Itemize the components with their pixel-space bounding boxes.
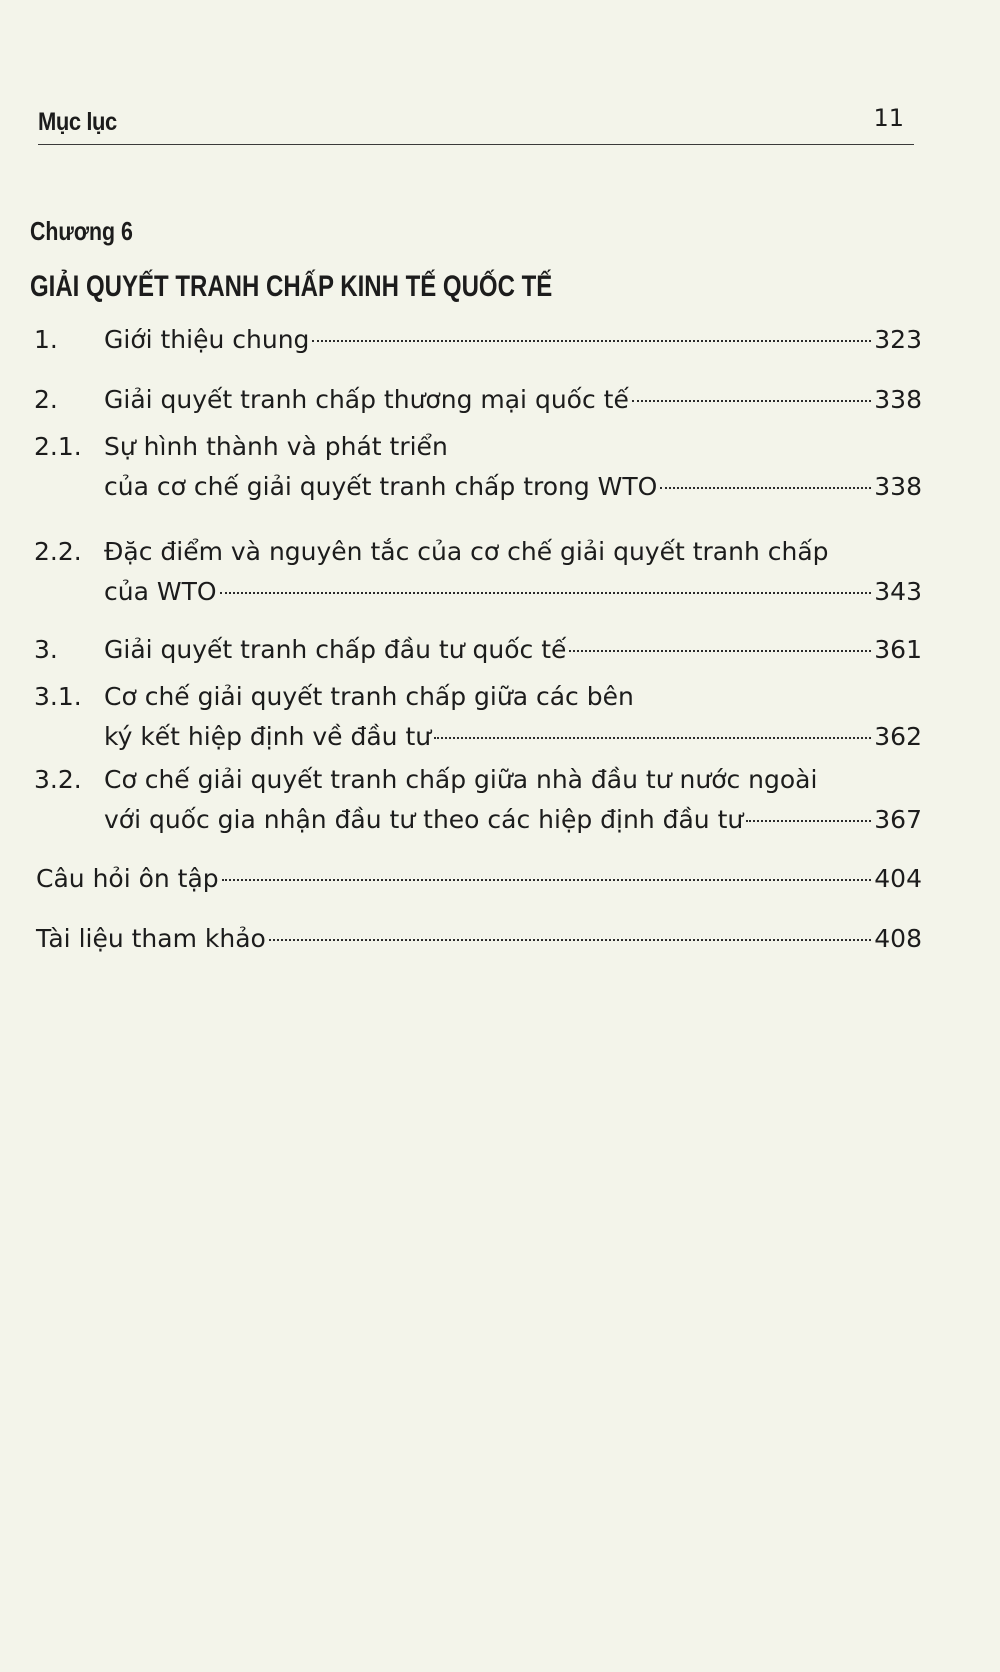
chapter-title: GIẢI QUYẾT TRANH CHẤP KINH TẾ QUỐC TẾ xyxy=(30,270,553,303)
toc-review-questions[interactable] xyxy=(34,859,922,899)
toc-entry-title-line: với quốc gia nhận đầu tư theo các hiệp định đầu tư xyxy=(104,805,744,834)
toc-entry-number: 2.2. xyxy=(34,537,82,566)
toc-entry-1[interactable] xyxy=(34,320,922,360)
toc-entry-3-2[interactable] xyxy=(34,760,922,840)
running-header xyxy=(38,104,914,145)
toc-entry-page: 404 xyxy=(874,864,922,893)
toc-entry-3-1[interactable] xyxy=(34,677,922,757)
dot-leader xyxy=(220,592,872,594)
toc-entry-title: Câu hỏi ôn tập xyxy=(36,864,219,893)
toc-entry-page: 338 xyxy=(874,472,922,501)
toc-entry-title: Giải quyết tranh chấp thương mại quốc tế xyxy=(104,385,629,414)
dot-leader xyxy=(269,939,871,941)
toc-entry-title-line: của WTO xyxy=(104,577,217,606)
toc-entry-2-2[interactable] xyxy=(34,532,922,612)
toc-entry-page: 323 xyxy=(874,325,922,354)
toc-entry-3[interactable] xyxy=(34,630,922,670)
toc-entry-number: 1. xyxy=(34,325,58,354)
toc-entry-title-line: ký kết hiệp định về đầu tư xyxy=(104,722,432,751)
toc-entry-title-line: Đặc điểm và nguyên tắc của cơ chế giải quyết tranh chấp xyxy=(104,537,829,566)
toc-entry-title-line: Sự hình thành và phát triển xyxy=(104,432,448,461)
chapter-label: Chương 6 xyxy=(30,216,133,246)
toc-entry-page: 338 xyxy=(874,385,922,414)
section-title: Mục lục xyxy=(38,108,117,136)
toc-entry-page: 408 xyxy=(874,924,922,953)
dot-leader xyxy=(222,879,872,881)
toc-entry-title-line: của cơ chế giải quyết tranh chấp trong WTO xyxy=(104,472,658,501)
toc-entry-title: Tài liệu tham khảo xyxy=(36,924,266,953)
dot-leader xyxy=(660,487,871,489)
toc-entry-number: 3.1. xyxy=(34,682,82,711)
toc-entry-2[interactable] xyxy=(34,380,922,420)
dot-leader xyxy=(746,820,871,822)
toc-entry-title: Giới thiệu chung xyxy=(104,325,310,354)
toc-entry-page: 362 xyxy=(874,722,922,751)
page-number: 11 xyxy=(873,104,904,132)
toc-entry-title: Giải quyết tranh chấp đầu tư quốc tế xyxy=(104,635,567,664)
dot-leader xyxy=(312,340,871,342)
toc-entry-title-line: Cơ chế giải quyết tranh chấp giữa các bên xyxy=(104,682,634,711)
toc-entry-number: 3.2. xyxy=(34,765,82,794)
toc-entry-title-line: Cơ chế giải quyết tranh chấp giữa nhà đầu tư nước ngoài xyxy=(104,765,818,794)
toc-entry-number: 2.1. xyxy=(34,432,82,461)
dot-leader xyxy=(569,650,871,652)
toc-entry-number: 2. xyxy=(34,385,58,414)
toc-entry-page: 367 xyxy=(874,805,922,834)
toc-references[interactable] xyxy=(34,919,922,959)
toc-entry-page: 343 xyxy=(874,577,922,606)
toc-entry-number: 3. xyxy=(34,635,58,664)
toc-entry-2-1[interactable] xyxy=(34,427,922,507)
dot-leader xyxy=(632,400,871,402)
toc-entry-page: 361 xyxy=(874,635,922,664)
dot-leader xyxy=(434,737,871,739)
